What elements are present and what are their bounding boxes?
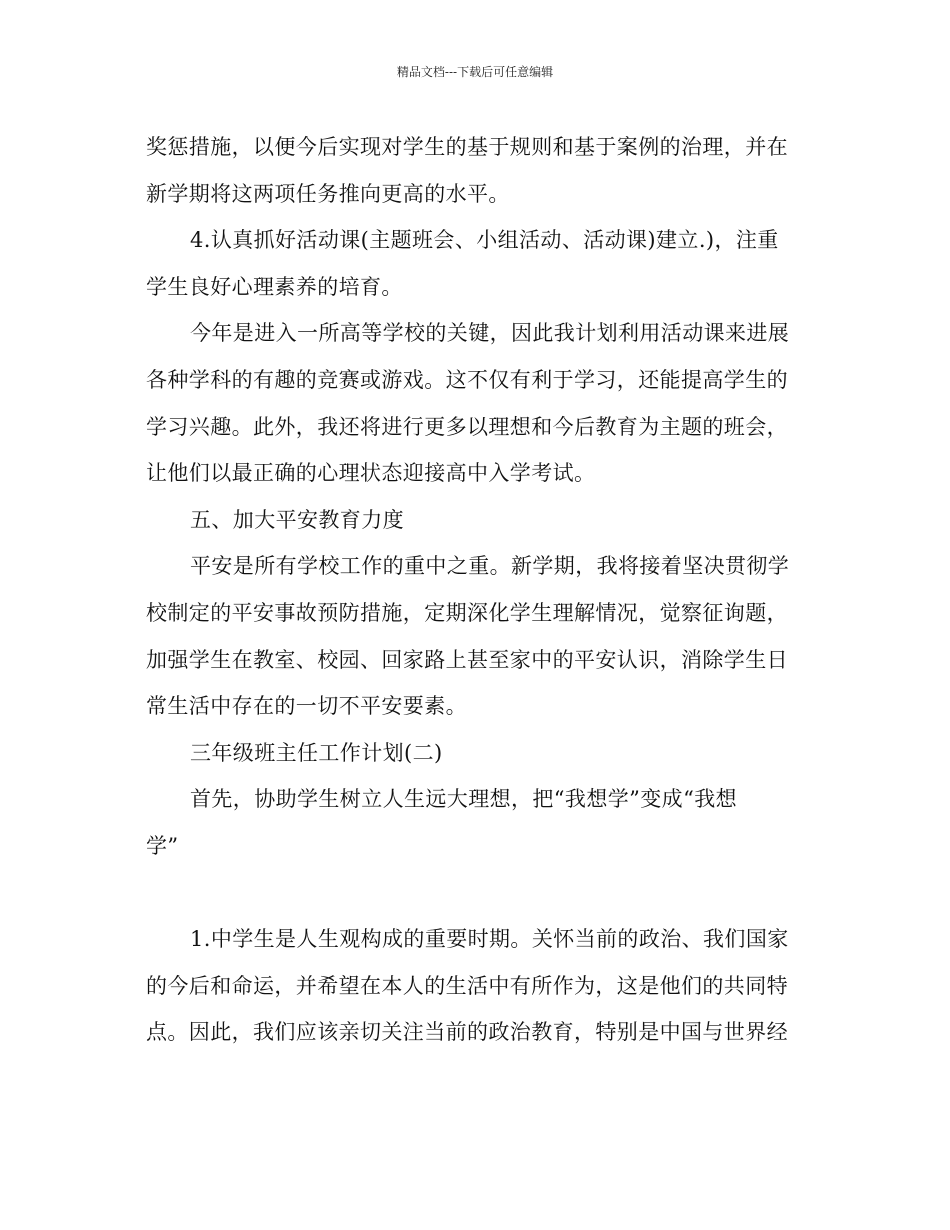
text-line: 常生活中存在的一切不平安要素。 bbox=[146, 694, 467, 719]
section-heading: 五、加大平安教育力度 bbox=[190, 507, 404, 532]
text-line: 点。因此，我们应该亲切关注当前的政治教育，特别是中国与世界经 bbox=[146, 1020, 788, 1045]
blank-line bbox=[146, 870, 806, 917]
paragraph-start: 1.中学生是人生观构成的重要时期。关怀当前的政治、我们国家 bbox=[190, 927, 789, 952]
paragraph-start: 今年是进入一所高等学校的关键，因此我计划利用活动课来进展 bbox=[190, 321, 790, 346]
paragraph-start: 平安是所有学校工作的重中之重。新学期，我将接着坚决贯彻学 bbox=[190, 554, 790, 579]
text-line: 让他们以最正确的心理状态迎接高中入学考试。 bbox=[146, 461, 596, 486]
document-body bbox=[146, 124, 806, 1056]
paragraph-start: 首先，协助学生树立人生远大理想，把“我想学”变成“我想 bbox=[190, 787, 738, 812]
page-header: 精品文档---下载后可任意编辑 bbox=[396, 65, 554, 79]
text-line: 奖惩措施，以便今后实现对学生的基于规则和基于案例的治理，并在 bbox=[146, 135, 788, 159]
text-line: 各种学科的有趣的竞赛或游戏。这不仅有利于学习，还能提高学生的 bbox=[146, 367, 788, 392]
text-line: 的今后和命运，并希望在本人的生活中有所作为，这是他们的共同特 bbox=[146, 973, 788, 998]
text-line: 学” bbox=[146, 833, 179, 858]
section-heading: 三年级班主任工作计划(二) bbox=[190, 740, 443, 765]
text-line: 加强学生在教室、校园、回家路上甚至家中的平安认识，消除学生日 bbox=[146, 647, 788, 672]
text-line: 校制定的平安事故预防措施，定期深化学生理解情况，觉察征询题， bbox=[146, 600, 788, 625]
paragraph-start: 4.认真抓好活动课(主题班会、小组活动、活动课)建立.)，注重 bbox=[190, 228, 779, 253]
text-line: 新学期将这两项任务推向更高的水平。 bbox=[146, 181, 510, 206]
text-line: 学习兴趣。此外，我还将进行更多以理想和今后教育为主题的班会， bbox=[146, 414, 788, 439]
text-line: 学生良好心理素养的培育。 bbox=[146, 274, 403, 299]
